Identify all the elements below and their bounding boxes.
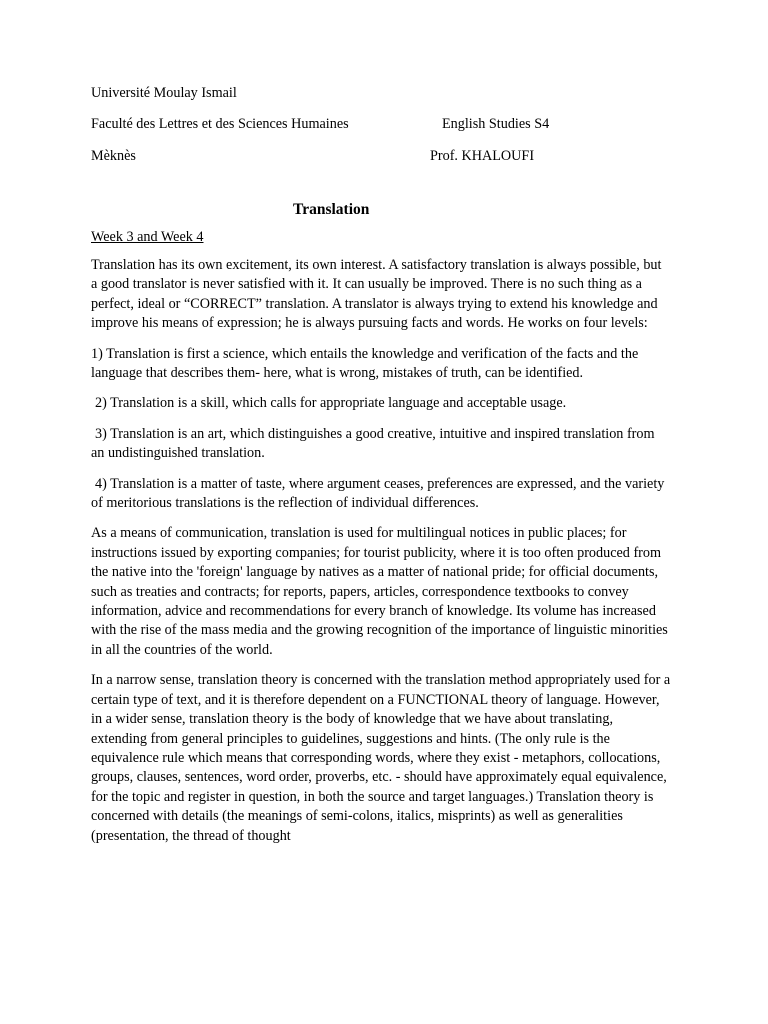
header-city-line <box>91 147 671 166</box>
city-name: Mèknès <box>91 147 136 164</box>
program-name: English Studies S4 <box>442 116 550 133</box>
paragraph-level-3: 3) Translation is an art, which distinguishes a good creative, intuitive and inspired translation from an undistinguished translation. <box>91 425 655 462</box>
page-title: Translation <box>293 201 370 219</box>
paragraph-level-2: 2) Translation is a skill, which calls for appropriate language and acceptable usage. <box>95 395 567 412</box>
university-name: Université Moulay Ismail <box>91 85 237 101</box>
paragraph-level-1: 1) Translation is first a science, which entails the knowledge and verification of the facts and the language that describes them- here, what is wrong, mistakes of truth, can be identified. <box>91 345 639 382</box>
paragraph-intro: Translation has its own excitement, its own interest. A satisfactory translation is always possible, but a good translator is never satisfied with it. It can usually be improved. There is no such thing as a perfect, ideal or “CORRECT” translation. A translator is always trying to extend his knowledge and improve his means of expression; he is always pursuing facts and words. He works on four levels: <box>91 256 662 332</box>
faculty-name: Faculté des Lettres et des Sciences Humaines <box>91 116 349 133</box>
paragraph-communication: As a means of communication, translation is used for multilingual notices in public places; for instructions issued by exporting companies; for tourist publicity, where it is too often produced from the native into the 'foreign' language by natives as a matter of national pride; for official documents, such as treaties and contracts; for reports, papers, articles, correspondence textbooks to convey information, advice and recommendations for every branch of knowledge. Its volume has increased with the rise of the mass media and the growing recognition of the importance of linguistic minorities in all the countries of the world. <box>91 525 668 658</box>
professor-name: Prof. KHALOUFI <box>430 147 535 164</box>
document-body <box>91 84 671 857</box>
header-university-line <box>91 84 671 103</box>
header-faculty-line <box>91 115 671 134</box>
week-heading: Week 3 and Week 4 <box>91 228 204 245</box>
paragraph-theory: In a narrow sense, translation theory is concerned with the translation method appropriately used for a certain type of text, and it is therefore dependent on a FUNCTIONAL theory of language. However, in a wider sense, translation theory is the body of knowledge that we have about translating, extending from general principles to guidelines, suggestions and hints. (The only rule is the equivalence rule which means that corresponding words, where they exist - metaphors, collocations, groups, clauses, sentences, word order, proverbs, etc. - should have approximately equal equivalence, for the topic and register in question, in both the source and target languages.) Translation theory is concerned with details (the meanings of semi-colons, italics, misprints) as well as generalities (presentation, the thread of thought <box>91 672 671 844</box>
paragraph-level-4: 4) Translation is a matter of taste, where argument ceases, preferences are expressed, and the variety of meritorious translations is the reflection of individual differences. <box>91 475 665 512</box>
